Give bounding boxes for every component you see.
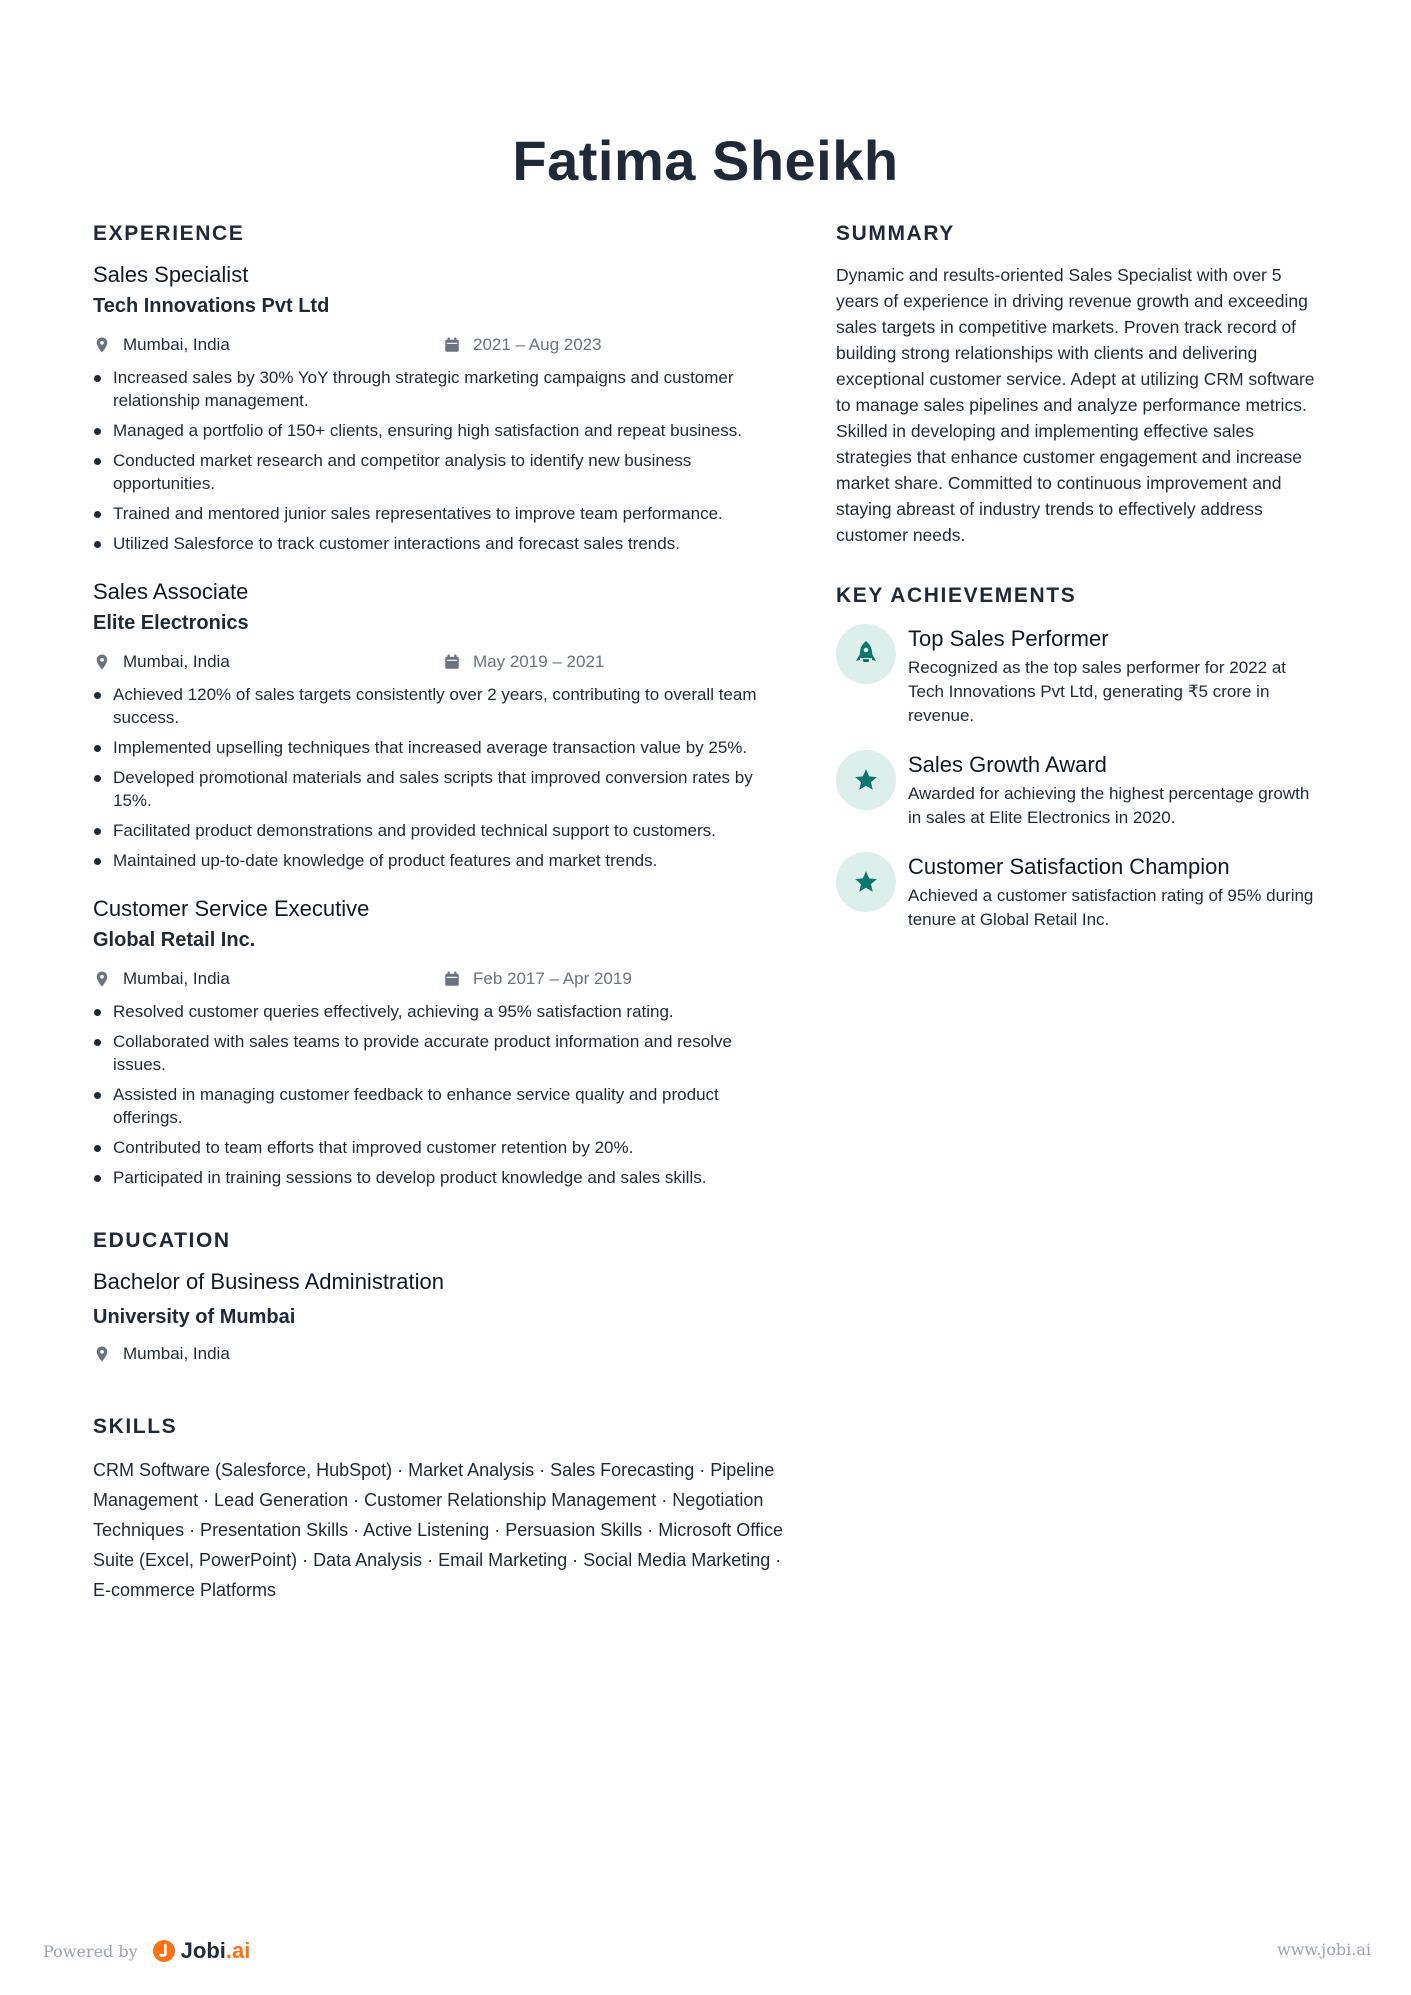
- job-company: Tech Innovations Pvt Ltd: [93, 295, 330, 317]
- job-bullets: [93, 683, 783, 872]
- bullet-item: Conducted market research and competitor analysis to identify new business opportunities.: [93, 449, 783, 495]
- job-company: Global Retail Inc.: [93, 929, 256, 951]
- job-location-text: Mumbai, India: [123, 335, 230, 354]
- education-degree: Bachelor of Business Administration: [93, 1269, 444, 1294]
- calendar-icon: [443, 336, 461, 354]
- achievement-desc: Achieved a customer satisfaction rating of 95% during tenure at Global Retail Inc.: [908, 886, 1314, 929]
- bullet-item: Collaborated with sales teams to provide accurate product information and resolve issues.: [93, 1030, 783, 1076]
- jobi-logo-suffix: .ai: [225, 1938, 251, 1963]
- candidate-name: Fatima Sheikh: [512, 129, 899, 192]
- achievement-title: Sales Growth Award: [908, 752, 1107, 777]
- achievements-heading: KEY ACHIEVEMENTS: [836, 584, 1077, 607]
- right-column: [836, 222, 1326, 954]
- bullet-item: Facilitated product demonstrations and provided technical support to customers.: [93, 819, 783, 842]
- job-dates: [443, 335, 602, 355]
- job-location-text: Mumbai, India: [123, 652, 230, 671]
- left-column: [93, 222, 783, 1605]
- summary-heading: SUMMARY: [836, 222, 955, 245]
- website-link[interactable]: www.jobi.ai: [1277, 1940, 1371, 1959]
- jobi-logo-link[interactable]: [152, 1938, 251, 1964]
- rocket-icon: [854, 640, 878, 668]
- bullet-item: Achieved 120% of sales targets consistently over 2 years, contributing to overall team success.: [93, 683, 783, 729]
- education-location-text: Mumbai, India: [123, 1344, 230, 1363]
- bullet-item: Maintained up-to-date knowledge of product features and market trends.: [93, 849, 783, 872]
- job-dates-text: May 2019 – 2021: [473, 652, 605, 671]
- calendar-icon: [443, 653, 461, 671]
- achievement-title: Customer Satisfaction Champion: [908, 854, 1230, 879]
- jobi-logo-icon: [152, 1939, 176, 1963]
- bullet-item: Utilized Salesforce to track customer interactions and forecast sales trends.: [93, 532, 783, 555]
- job-location: [93, 969, 443, 989]
- job-dates-text: Feb 2017 – Apr 2019: [473, 969, 632, 988]
- jobi-logo-name: Jobi: [180, 1938, 226, 1963]
- skills-heading: SKILLS: [93, 1415, 178, 1438]
- education-heading: EDUCATION: [93, 1229, 231, 1252]
- location-pin-icon: [93, 653, 111, 671]
- star-icon: [853, 767, 879, 793]
- achievement-item: [836, 852, 1326, 932]
- achievement-content: [908, 624, 1326, 728]
- job-title: Sales Specialist: [93, 262, 249, 287]
- job-entry: [93, 579, 783, 872]
- job-company: Elite Electronics: [93, 612, 249, 634]
- achievement-item: [836, 624, 1326, 728]
- job-title: Sales Associate: [93, 579, 249, 604]
- job-meta: [93, 649, 783, 675]
- location-pin-icon: [93, 1345, 111, 1363]
- job-meta: [93, 332, 783, 358]
- bullet-item: Participated in training sessions to develop product knowledge and sales skills.: [93, 1166, 783, 1189]
- bullet-item: Contributed to team efforts that improved customer retention by 20%.: [93, 1136, 783, 1159]
- achievement-badge: [836, 624, 896, 684]
- job-dates: [443, 652, 604, 672]
- star-icon: [853, 869, 879, 895]
- jobi-logo-text: [181, 1938, 251, 1964]
- summary-text: Dynamic and results-oriented Sales Specialist with over 5 years of experience in driving revenue growth and exceeding sales targets in competitive markets. Proven track record of building strong relationships with clients and delivering exceptional customer service. Adept at utilizing CRM software to manage sales pipelines and analyze performance metrics. Skilled in developing and implementing effective sales strategies that enhance customer engagement and increase market share. Committed to continuous improvement and staying abreast of industry trends to effectively address customer needs.: [836, 265, 1315, 545]
- achievement-badge: [836, 852, 896, 912]
- bullet-item: Increased sales by 30% YoY through strategic marketing campaigns and customer relationship management.: [93, 366, 783, 412]
- job-title: Customer Service Executive: [93, 896, 370, 921]
- bullet-item: Managed a portfolio of 150+ clients, ensuring high satisfaction and repeat business.: [93, 419, 783, 442]
- bullet-item: Assisted in managing customer feedback to enhance service quality and product offerings.: [93, 1083, 783, 1129]
- bullet-item: Implemented upselling techniques that increased average transaction value by 25%.: [93, 736, 783, 759]
- bullet-item: Developed promotional materials and sales scripts that improved conversion rates by 15%.: [93, 766, 783, 812]
- achievement-content: [908, 852, 1326, 932]
- job-entry: [93, 262, 783, 555]
- job-location: [93, 652, 443, 672]
- achievement-content: [908, 750, 1326, 830]
- achievement-desc: Recognized as the top sales performer for 2022 at Tech Innovations Pvt Ltd, generating ₹5 crore in revenue.: [908, 658, 1286, 725]
- bullet-item: Trained and mentored junior sales representatives to improve team performance.: [93, 502, 783, 525]
- job-dates-text: 2021 – Aug 2023: [473, 335, 602, 354]
- education-school: University of Mumbai: [93, 1306, 296, 1328]
- job-dates: [443, 969, 632, 989]
- location-pin-icon: [93, 336, 111, 354]
- bullet-item: Resolved customer queries effectively, achieving a 95% satisfaction rating.: [93, 1000, 783, 1023]
- job-location: [93, 335, 443, 355]
- calendar-icon: [443, 970, 461, 988]
- education-location: [93, 1344, 443, 1364]
- experience-heading: EXPERIENCE: [93, 222, 245, 245]
- job-bullets: [93, 1000, 783, 1189]
- skills-list: CRM Software (Salesforce, HubSpot) · Market Analysis · Sales Forecasting · Pipeline Management · Lead Generation · Customer Relationship Management · Negotiation Techniques · Presentation Skills · Active Listening · Persuasion Skills · Microsoft Office Suite (Excel, PowerPoint) · Data Analysis · Email Marketing · Social Media Marketing · E-commerce Platforms: [93, 1460, 783, 1600]
- job-entry: [93, 896, 783, 1189]
- powered-by: [43, 1938, 250, 1964]
- powered-by-text: Powered by: [43, 1941, 138, 1961]
- job-location-text: Mumbai, India: [123, 969, 230, 988]
- achievement-item: [836, 750, 1326, 830]
- education-meta: [93, 1341, 783, 1367]
- achievement-title: Top Sales Performer: [908, 626, 1109, 651]
- achievement-badge: [836, 750, 896, 810]
- achievement-desc: Awarded for achieving the highest percentage growth in sales at Elite Electronics in 2020.: [908, 784, 1310, 827]
- job-meta: [93, 966, 783, 992]
- location-pin-icon: [93, 970, 111, 988]
- job-bullets: [93, 366, 783, 555]
